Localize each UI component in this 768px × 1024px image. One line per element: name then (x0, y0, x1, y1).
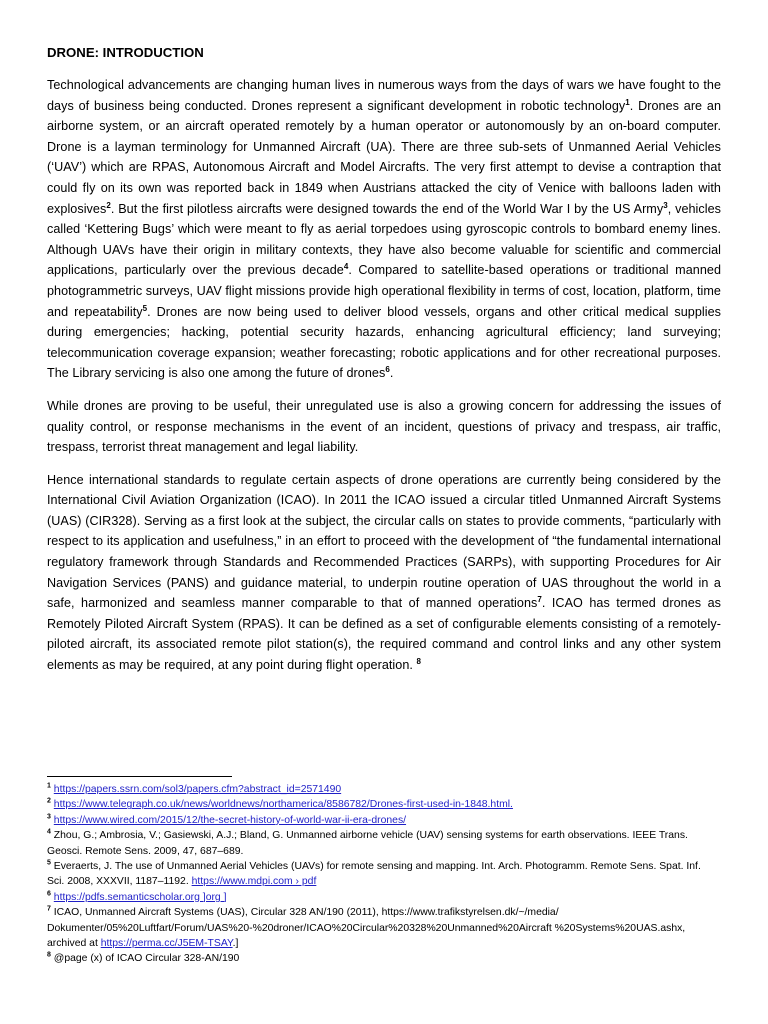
footnote-5-link[interactable]: https://www.mdpi.com › pdf (191, 876, 317, 888)
footnote-number: 6 (47, 890, 51, 898)
footnote-number: 2 (47, 797, 51, 805)
footnote-7 (47, 905, 721, 951)
footnote-2 (47, 797, 721, 812)
paragraph-1-text-3: . But the first pilotless aircrafts were designed towards the end of the World War I by the US Army (110, 201, 664, 216)
footnote-6 (47, 890, 721, 905)
footnotes (47, 782, 721, 967)
footnote-number: 5 (47, 859, 51, 867)
paragraph-1-text-4: , vehicles called ‘Kettering Bugs’ which were meant to fly as aerial torpedoes using gyroscopic controls to bombard enemy lines. Although UAVs have their origin in military contexts, they have also become valuable for scientific and commercial applications, particularly over the previous decade (47, 201, 721, 278)
footnote-number: 3 (47, 813, 51, 821)
footnote-ref-8[interactable]: 8 (416, 656, 421, 666)
footnote-ref-7[interactable]: 7 (537, 595, 542, 605)
footnote-ref-4[interactable]: 4 (343, 262, 349, 272)
footnote-5 (47, 859, 721, 890)
paragraph-3-text-1: Hence international standards to regulate certain aspects of drone operations are currently being considered by the International Civil Aviation Organization (ICAO). In 2011 the ICAO issued a circular titled Unmanned Aircraft Systems (UAS) (CIR328). Serving as a first look at the subject, the circular calls on states to provide comments, “particularly with respect to its application and usefulness,” in an effort to proceed with the development of “the fundamental international regulatory framework through Standards and Recommended Practices (SARPs), with supporting Procedures for Air Navigation Services (PANS) and guidance material, to underpin routine operation of UAS throughout the world in a safe, harmonized and seamless manner comparable to that of manned operations (47, 472, 721, 611)
paragraph-1 (47, 75, 721, 384)
footnote-ref-3[interactable]: 3 (663, 200, 668, 210)
page-title: DRONE: INTRODUCTION (47, 45, 204, 60)
paragraph-3 (47, 470, 721, 676)
paragraph-1-text-6: . Drones are now being used to deliver blood vessels, organs and other critical medical supplies during emergencies; hacking, potential security hazards, enhancing agricultural efficiency; land surveying; telecommunication coverage expansion; weather forecasting; robotic applications and for other recreational purposes. The Library servicing is also one among the future of drones (47, 304, 721, 381)
footnote-ref-6[interactable]: 6 (385, 365, 390, 375)
paragraph-1-text-7: . (389, 366, 394, 381)
footnote-number: 4 (47, 828, 51, 836)
footnote-number: 8 (47, 952, 51, 959)
footnote-7-link[interactable]: https://perma.cc/J5EM-TSAY (100, 938, 233, 950)
paragraph-1-text-5: . Compared to satellite-based operations or traditional manned photogrammetric surveys, UAV flight missions provide high operational flexibility in terms of cost, location, platform, time and repeatability (47, 263, 721, 319)
footnote-8-text: @page (x) of ICAO Circular 328-AN/190 (50, 953, 240, 965)
footnote-6-link[interactable]: https://pdfs.semanticscholar.org ]org ] (53, 891, 227, 903)
footnote-separator (47, 776, 232, 777)
footnote-ref-1[interactable]: 1 (625, 97, 630, 107)
paragraph-3-text-2: . ICAO has termed drones as Remotely Piloted Aircraft System (RPAS). It can be defined as a set of configurable elements consisting of a remotely- piloted aircraft, its associated remote pilot station(s), the required command and control links and any other system elements as may be required, at any point during flight operation. (47, 596, 721, 673)
document-body (47, 44, 721, 688)
footnote-7-text: ICAO, Unmanned Aircraft Systems (UAS), Circular 328 AN/190 (2011), https://www.trafikstyrelsen.dk/~/media/ Dokumenter/05%20Luftfart/Forum/UAS%20-%20droner/ICAO%20Circular%20328%20Unmanned%20Aircraft %20Systems%20UAS.ashx, archived at (47, 907, 686, 950)
footnote-1-link[interactable]: https://papers.ssrn.com/sol3/papers.cfm?abstract_id=2571490 (53, 784, 342, 795)
footnote-ref-5[interactable]: 5 (142, 303, 148, 313)
footnote-ref-2[interactable]: 2 (106, 200, 111, 210)
footnote-number: 7 (47, 905, 51, 913)
footnote-4-text: Zhou, G.; Ambrosia, V.; Gasiewski, A.J.; Bland, G. Unmanned airborne vehicle (UAV) sensing systems for earth observations. IEEE Trans. Geosci. Remote Sens. 2009, 47, 687–689. (47, 830, 688, 857)
footnote-number: 1 (47, 782, 51, 790)
footnote-7-tail: .] (232, 938, 239, 950)
footnote-2-link[interactable]: https://www.telegraph.co.uk/news/worldnews/northamerica/8586782/Drones-first-used-in-1848.html. (53, 799, 513, 811)
footnote-8 (47, 951, 721, 966)
footnote-3 (47, 813, 721, 828)
paragraph-1-text-1: Technological advancements are changing human lives in numerous ways from the days of wars we have fought to the days of business being conducted. Drones represent a significant development in robotic technology (47, 78, 721, 113)
footnote-3-link[interactable]: https://www.wired.com/2015/12/the-secret-history-of-world-war-ii-era-drones/ (53, 814, 407, 826)
footnote-5-text: Everaerts, J. The use of Unmanned Aerial Vehicles (UAVs) for remote sensing and mapping. Int. Arch. Photogramm. Remote Sens. Spat. Inf. Sci. 2008, XXXVII, 1187–1192. (47, 861, 701, 888)
footnote-4 (47, 828, 721, 859)
paragraph-2: While drones are proving to be useful, their unregulated use is also a growing concern for addressing the issues of quality control, or response mechanisms in the event of an incident, questions of privacy and trespass, air traffic, trespass, terrorist threat management and legal liability. (47, 398, 721, 455)
paragraph-1-text-2: . Drones are an airborne system, or an aircraft operated remotely by a human operator or autonomously by an on-board computer. Drone is a layman terminology for Unmanned Aircraft (UA). There are three sub-sets of Unmanned Aerial Vehicles (‘UAV’) which are RPAS, Autonomous Aircraft and Model Aircrafts. The very first attempt to devise a contraption that could fly on its own was reported back in 1849 when Austrians attacked the city of Venice with balloons laden with explosives (47, 98, 721, 216)
footnote-1 (47, 782, 721, 797)
